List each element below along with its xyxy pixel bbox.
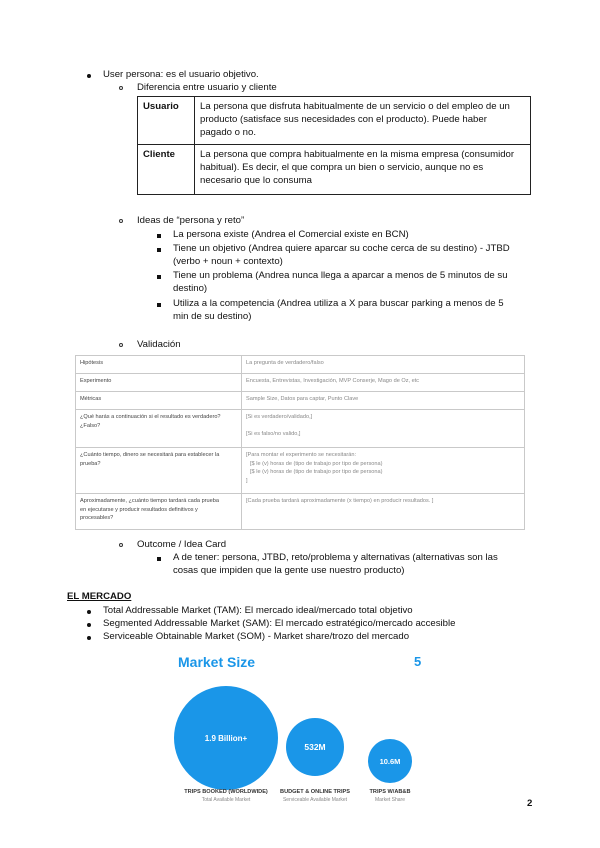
- sam-circle: 532M: [286, 718, 344, 776]
- outcome-title: Outcome / Idea Card: [137, 539, 227, 550]
- square-bullet-icon: [157, 248, 161, 252]
- ideas-title: Ideas de “persona y reto”: [137, 215, 245, 226]
- diferencia-text: Diferencia entre usuario y cliente: [137, 82, 277, 93]
- square-bullet-icon: [157, 303, 161, 307]
- sam-subcaption: Serviceable Available Market: [282, 797, 348, 803]
- bullet-icon: [87, 636, 91, 640]
- circle-bullet-icon: [119, 543, 123, 547]
- tam-subcaption: Total Available Market: [201, 797, 251, 803]
- mercado-item-som: Serviceable Obtainable Market (SOM) - Market share/trozo del mercado: [103, 631, 410, 642]
- mercado-heading: EL MERCADO: [67, 591, 132, 602]
- som-subcaption: Market Share: [374, 797, 405, 803]
- table-row: ¿Qué harás a continuación si el resultado es verdadero? ¿Falso? [Si es verdadero/validado,] [Si es falso/no valido,]: [76, 410, 525, 448]
- table-row: [138, 97, 531, 145]
- idea-item: Utiliza a la competencia (Andrea utiliza a X para buscar parking a menos de 5 min de su destino): [173, 298, 504, 322]
- square-bullet-icon: [157, 234, 161, 238]
- table-row: ¿Cuánto tiempo, dinero se necesitará para establecer la prueba? [Para montar el experimento se necesitarán: [$ le (v) horas de (tipo de trabajo por tipo de persona) [$ le (v) horas de (tipo de trabajo por tipo de persona) ]: [76, 448, 525, 494]
- mercado-item-sam: Segmented Addressable Market (SAM): El mercado estratégico/mercado accesible: [103, 618, 456, 629]
- square-bullet-icon: [157, 275, 161, 279]
- definitions-table: [137, 96, 531, 195]
- idea-item: Tiene un problema (Andrea nunca llega a aparcar a menos de 5 minutos de su destino): [173, 270, 508, 294]
- circle-bullet-icon: [119, 86, 123, 90]
- validacion-title: Validación: [137, 339, 181, 350]
- table-row: Aproximadamente, ¿cuánto tiempo tardará cada prueba en ejecutarse y producir resultados definitivos y procesables? [Cada prueba tardará aproximadamente (x tiempo) en producir resultados. ]: [76, 494, 525, 530]
- term-cliente: Cliente: [138, 145, 195, 195]
- table-row: Hipótesis La pregunta de verdadero/falso: [76, 356, 525, 374]
- term-usuario: Usuario: [138, 97, 195, 145]
- bullet-icon: [87, 610, 91, 614]
- outcome-text: A de tener: persona, JTBD, reto/problema y alternativas (alternativas son las cosas que impiden que la gente use nuestro producto): [173, 552, 498, 576]
- table-row: Experimento Encuesta, Entrevistas, Investigación, MVP Conserje, Mago de Oz, etc: [76, 374, 525, 392]
- circle-bullet-icon: [119, 343, 123, 347]
- market-size-title: Market Size: [178, 654, 256, 670]
- definition-cliente: La persona que compra habitualmente en la misma empresa (consumidor habitual). Es decir, el que compra un bien o servicio, aunque no es necesario que lo consuma: [195, 145, 531, 195]
- bullet-icon: [87, 74, 91, 78]
- validation-table: [75, 355, 525, 530]
- circle-bullet-icon: [119, 219, 123, 223]
- som-caption: TRIPS W/AB&B: [369, 789, 411, 795]
- bullet-icon: [87, 623, 91, 627]
- tam-caption: TRIPS BOOKED (WORLDWIDE): [184, 789, 268, 795]
- idea-item: La persona existe (Andrea el Comercial existe en BCN): [173, 229, 409, 240]
- square-bullet-icon: [157, 557, 161, 561]
- slide-number: 5: [414, 654, 422, 669]
- user-persona-text: User persona: es el usuario objetivo.: [103, 69, 259, 80]
- tam-circle: 1.9 Billion+: [174, 686, 278, 790]
- table-row: [138, 145, 531, 195]
- definition-usuario: La persona que disfruta habitualmente de un servicio o del empleo de un producto (satisface sus necesidades con el producto). Puede haber pagado o no.: [195, 97, 531, 145]
- market-size-slide: [170, 648, 438, 808]
- page-number: 2: [527, 798, 533, 809]
- mercado-item-tam: Total Addressable Market (TAM): El mercado ideal/mercado total objetivo: [103, 605, 413, 616]
- sam-caption: BUDGET & ONLINE TRIPS: [280, 789, 350, 795]
- table-row: Métricas Sample Size, Datos para captar, Punto Clave: [76, 392, 525, 410]
- idea-item: Tiene un objetivo (Andrea quiere aparcar su coche cerca de su destino) - JTBD (verbo + noun + contexto): [173, 243, 510, 267]
- som-circle: 10.6M: [368, 739, 412, 783]
